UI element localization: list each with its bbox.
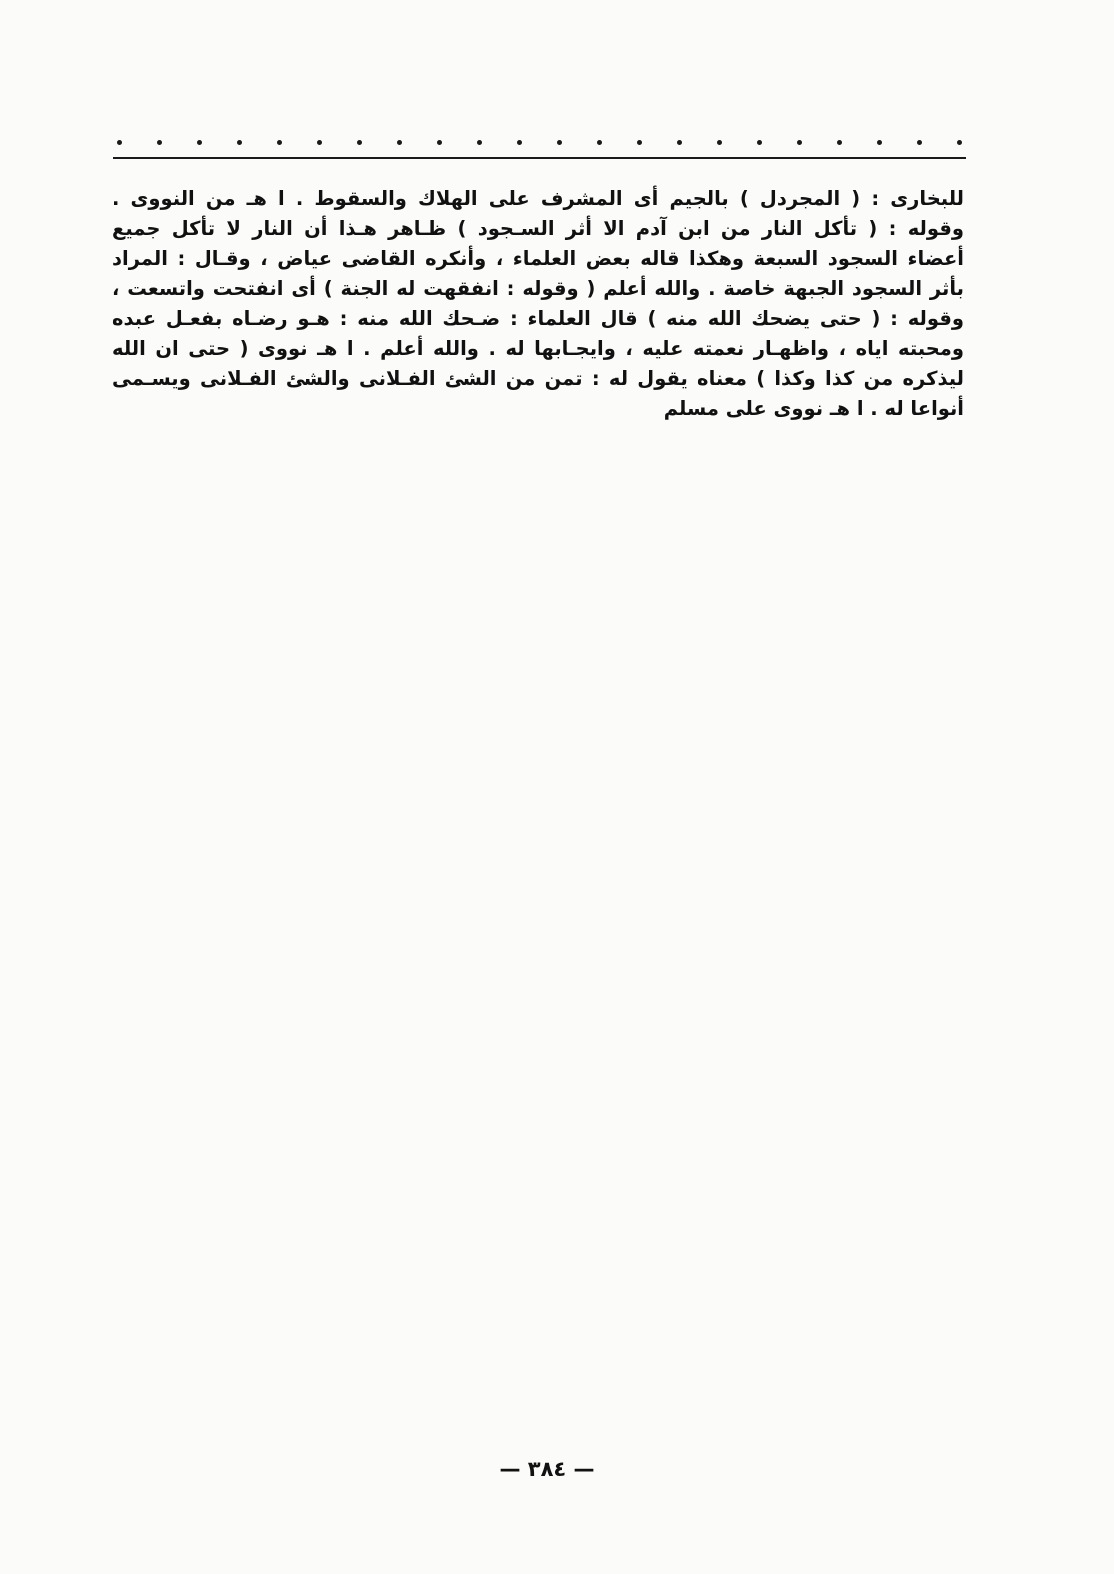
text-line: أنواعا له . ا هـ نووى على مسلم [663, 397, 964, 420]
header-rule [113, 157, 966, 159]
header-dot [717, 140, 722, 145]
body-text [112, 184, 964, 424]
header-dot [877, 140, 882, 145]
header-dot [477, 140, 482, 145]
header-dot [357, 140, 362, 145]
header-dot [117, 140, 122, 145]
header-dot [757, 140, 762, 145]
header-dot [517, 140, 522, 145]
header-dot [277, 140, 282, 145]
text-line: للبخارى : ( المجردل ) بالجيم أى المشرف على الهلاك والسقوط . ا هـ من النووى . [112, 187, 964, 210]
header-dot [837, 140, 842, 145]
header-dot [437, 140, 442, 145]
header-dot [957, 140, 962, 145]
text-line: ليذكره من كذا وكذا ) معناه يقول له : تمن من الشئ الفـلانى والشئ الفـلانى ويسـمى [112, 367, 964, 390]
text-line: أعضاء السجود السبعة وهكذا قاله بعض العلماء ، وأنكره القاضى عياض ، وقـال : المراد [112, 247, 964, 270]
header-dot [397, 140, 402, 145]
page-number: — ٣٨٤ — [499, 1457, 595, 1481]
text-line: ومحبته اياه ، واظهـار نعمته عليه ، وايجـابها له . والله أعلم . ا هـ نووى ( حتى ان الله [112, 337, 964, 360]
header-dot [797, 140, 802, 145]
text-line: بأثر السجود الجبهة خاصة . والله أعلم ( وقوله : انفقهت له الجنة ) أى انفتحت واتسعت ، [112, 277, 964, 300]
text-line: وقوله : ( حتى يضحك الله منه ) قال العلماء : ضـحك الله منه : هـو رضـاه بفعـل عبده [112, 307, 964, 330]
text-line: وقوله : ( تأكل النار من ابن آدم الا أثر السـجود ) ظـاهر هـذا أن النار لا تأكل جميع [112, 217, 964, 240]
header-dot [557, 140, 562, 145]
header-dot [237, 140, 242, 145]
header-dot [917, 140, 922, 145]
header-dot [637, 140, 642, 145]
header-dot [677, 140, 682, 145]
header-dot-ornament [117, 136, 962, 148]
header-dot [197, 140, 202, 145]
header-dot [157, 140, 162, 145]
header-dot [597, 140, 602, 145]
header-dot [317, 140, 322, 145]
